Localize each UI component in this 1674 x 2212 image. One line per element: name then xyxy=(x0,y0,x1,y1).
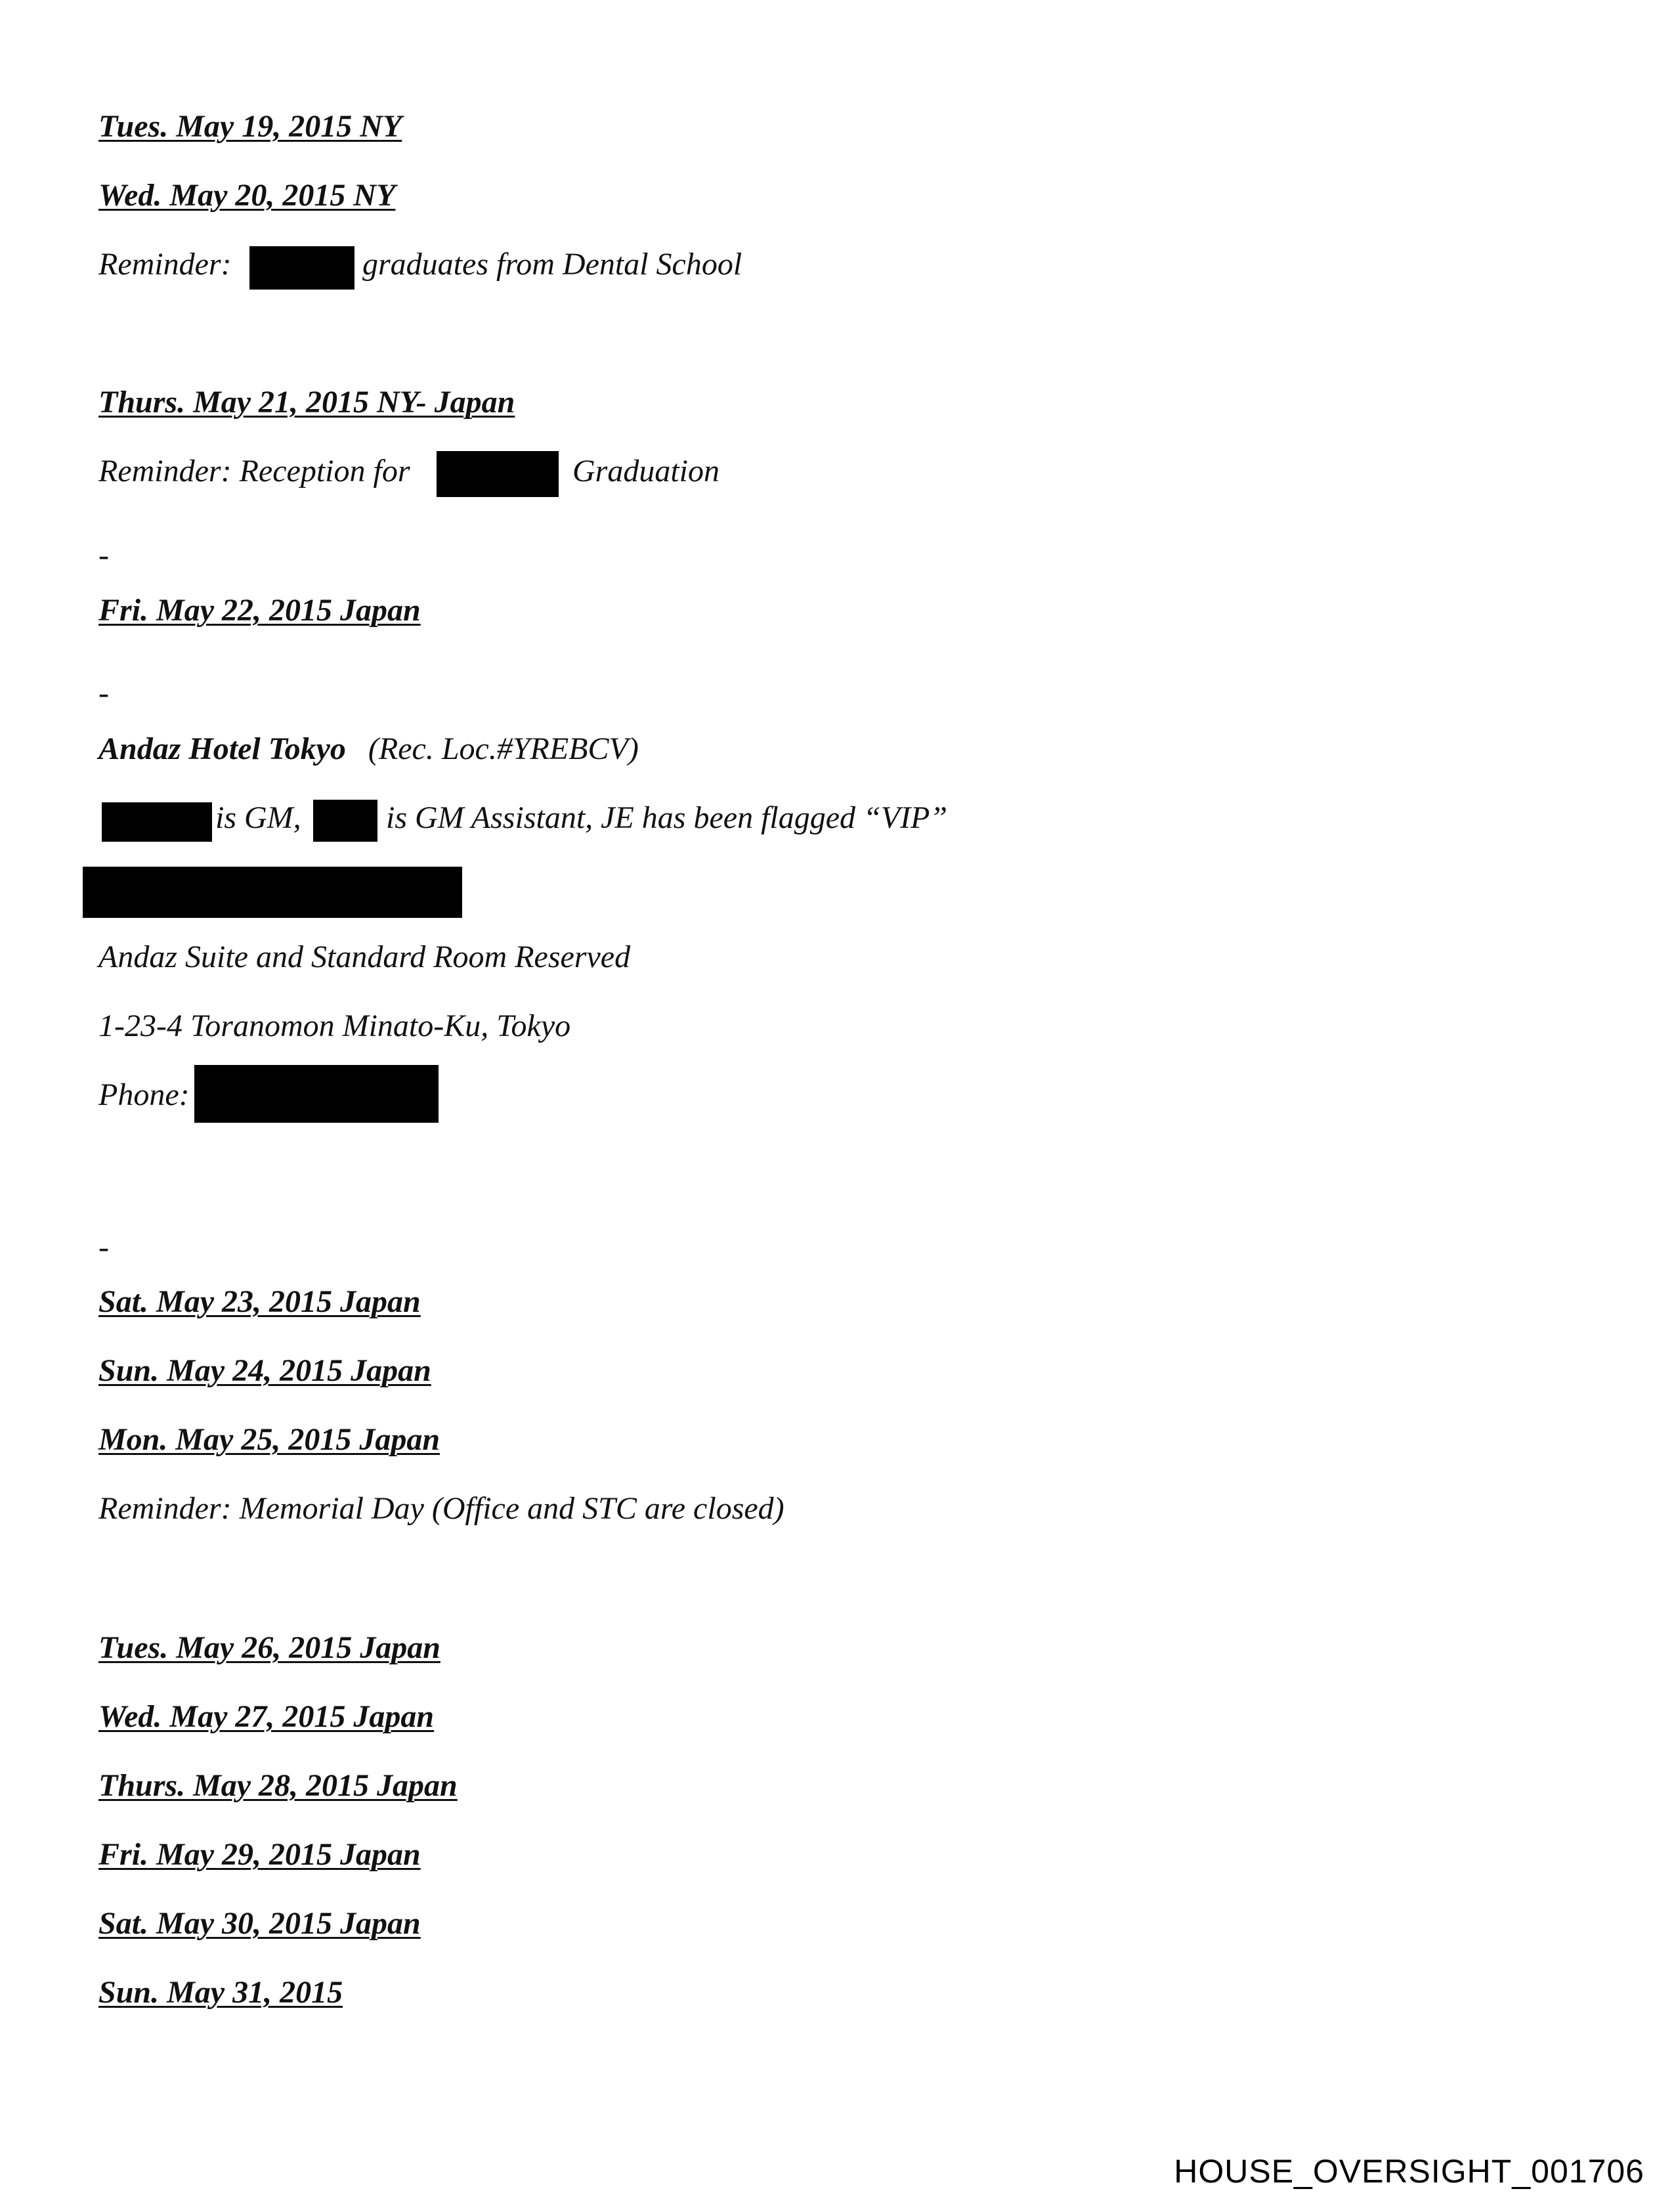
reminder-memorial-day-text: Reminder: Memorial Day (Office and STC are closed) xyxy=(98,1491,784,1526)
redaction-block xyxy=(437,451,559,497)
date-heading-may-21: Thurs. May 21, 2015 NY- Japan xyxy=(98,385,515,420)
date-heading-may-27: Wed. May 27, 2015 Japan xyxy=(98,1699,435,1734)
reminder-dental-text: graduates from Dental School xyxy=(362,247,742,282)
date-heading-may-30: Sat. May 30, 2015 Japan xyxy=(98,1906,421,1941)
redaction-block xyxy=(313,800,377,842)
reminder-graduation-text: Graduation xyxy=(572,454,720,488)
reminder-label: Reminder: xyxy=(98,247,232,282)
gm-assistant-text: is GM Assistant, JE has been flagged “VIP” xyxy=(386,800,948,835)
room-reserved-text: Andaz Suite and Standard Room Reserved xyxy=(98,940,631,974)
redaction-block xyxy=(249,246,354,290)
reminder-reception-text: Reminder: Reception for xyxy=(98,454,410,488)
date-heading-may-29: Fri. May 29, 2015 Japan xyxy=(98,1837,421,1872)
hotel-line xyxy=(98,731,639,768)
date-heading-may-23: Sat. May 23, 2015 Japan xyxy=(98,1284,421,1319)
hotel-address-text: 1-23-4 Toranomon Minato-Ku, Tokyo xyxy=(98,1008,571,1043)
date-heading-may-31: Sun. May 31, 2015 xyxy=(98,1975,343,2010)
date-heading-may-24: Sun. May 24, 2015 Japan xyxy=(98,1353,431,1388)
dash-separator: - xyxy=(98,538,109,573)
gm-text: is GM, xyxy=(215,800,301,835)
date-heading-may-19: Tues. May 19, 2015 NY xyxy=(98,109,402,144)
hotel-name: Andaz Hotel Tokyo xyxy=(98,731,346,766)
dash-separator: - xyxy=(98,676,109,710)
redaction-block xyxy=(194,1065,439,1123)
redaction-block xyxy=(83,867,462,918)
date-heading-may-20: Wed. May 20, 2015 NY xyxy=(98,178,396,213)
record-locator: (Rec. Loc.#YREBCV) xyxy=(368,731,639,766)
date-heading-may-22: Fri. May 22, 2015 Japan xyxy=(98,593,421,628)
phone-label: Phone: xyxy=(98,1077,190,1112)
dash-separator: - xyxy=(98,1230,109,1265)
date-heading-may-26: Tues. May 26, 2015 Japan xyxy=(98,1630,440,1665)
date-heading-may-25: Mon. May 25, 2015 Japan xyxy=(98,1422,440,1457)
bates-footer: HOUSE_OVERSIGHT_001706 xyxy=(1174,2153,1644,2190)
redaction-block xyxy=(102,802,212,842)
date-heading-may-28: Thurs. May 28, 2015 Japan xyxy=(98,1768,458,1803)
